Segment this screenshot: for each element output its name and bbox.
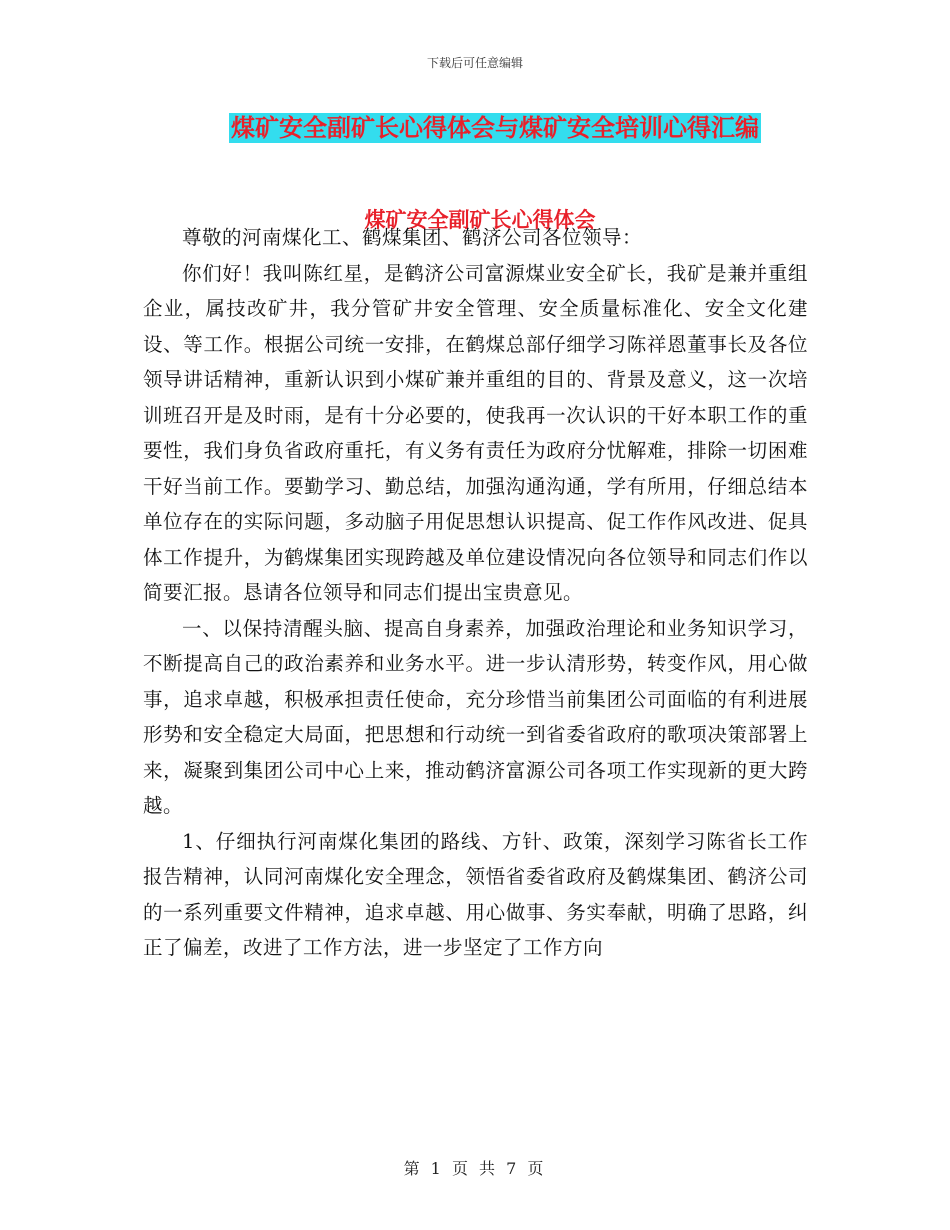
header-note: 下载后可任意编辑: [426, 56, 523, 70]
page-number: 第 1 页 共 7 页: [403, 1159, 547, 1178]
body-paragraph: 1、仔细执行河南煤化集团的路线、方针、政策，深刻学习陈省长工作报告精神，认同河南煤化安全理念，领悟省委省政府及鹤煤集团、鹤济公司的一系列重要文件精神，追求卓越、用心做事、务实奉献，明确了思路，纠正了偏差，改进了工作方法，进一步坚定了工作方向: [143, 829, 808, 959]
salutation-paragraph: 尊敬的河南煤化工、鹤煤集团、鹤济公司各位领导：: [182, 226, 643, 249]
section-title: 煤矿安全副矿长心得体会: [364, 208, 596, 232]
body-paragraph: 一、以保持清醒头脑、提高自身素养，加强政治理论和业务知识学习，不断提高自己的政治素养和业务水平。进一步认清形势，转变作风，用心做事，追求卓越，积极承担责任使命，充分珍惜当前集团公司面临的有利进展形势和安全稳定大局面，把思想和行动统一到省委省政府的歌项决策部署上来，凝聚到集团公司中心上来，推动鹤济富源公司各项工作实现新的更大跨越。: [143, 616, 808, 817]
body-text: [143, 220, 808, 966]
body-paragraph: 你们好！我叫陈红星，是鹤济公司富源煤业安全矿长，我矿是兼并重组企业，属技改矿井，我分管矿井安全管理、安全质量标准化、安全文化建设、等工作。根据公司统一安排，在鹤煤总部仔细学习陈祥恩董事长及各位领导讲话精神，重新认识到小煤矿兼并重组的目的、背景及意义，这一次培训班召开是及时雨，是有十分必要的，使我再一次认识的干好本职工作的重要性，我们身负省政府重托，有义务有责任为政府分忧解难，排除一切困难干好当前工作。要勤学习、勤总结，加强沟通沟通，学有所用，仔细总结本单位存在的实际问题，多动脑子用促思想认识提高、促工作作风改进、促具体工作提升，为鹤煤集团实现跨越及单位建设情况向各位领导和同志们作以简要汇报。恳请各位领导和同志们提出宝贵意见。: [143, 261, 808, 604]
document-title: 煤矿安全副矿长心得体会与煤矿安全培训心得汇编: [231, 114, 759, 142]
document-title-container: [0, 113, 950, 143]
